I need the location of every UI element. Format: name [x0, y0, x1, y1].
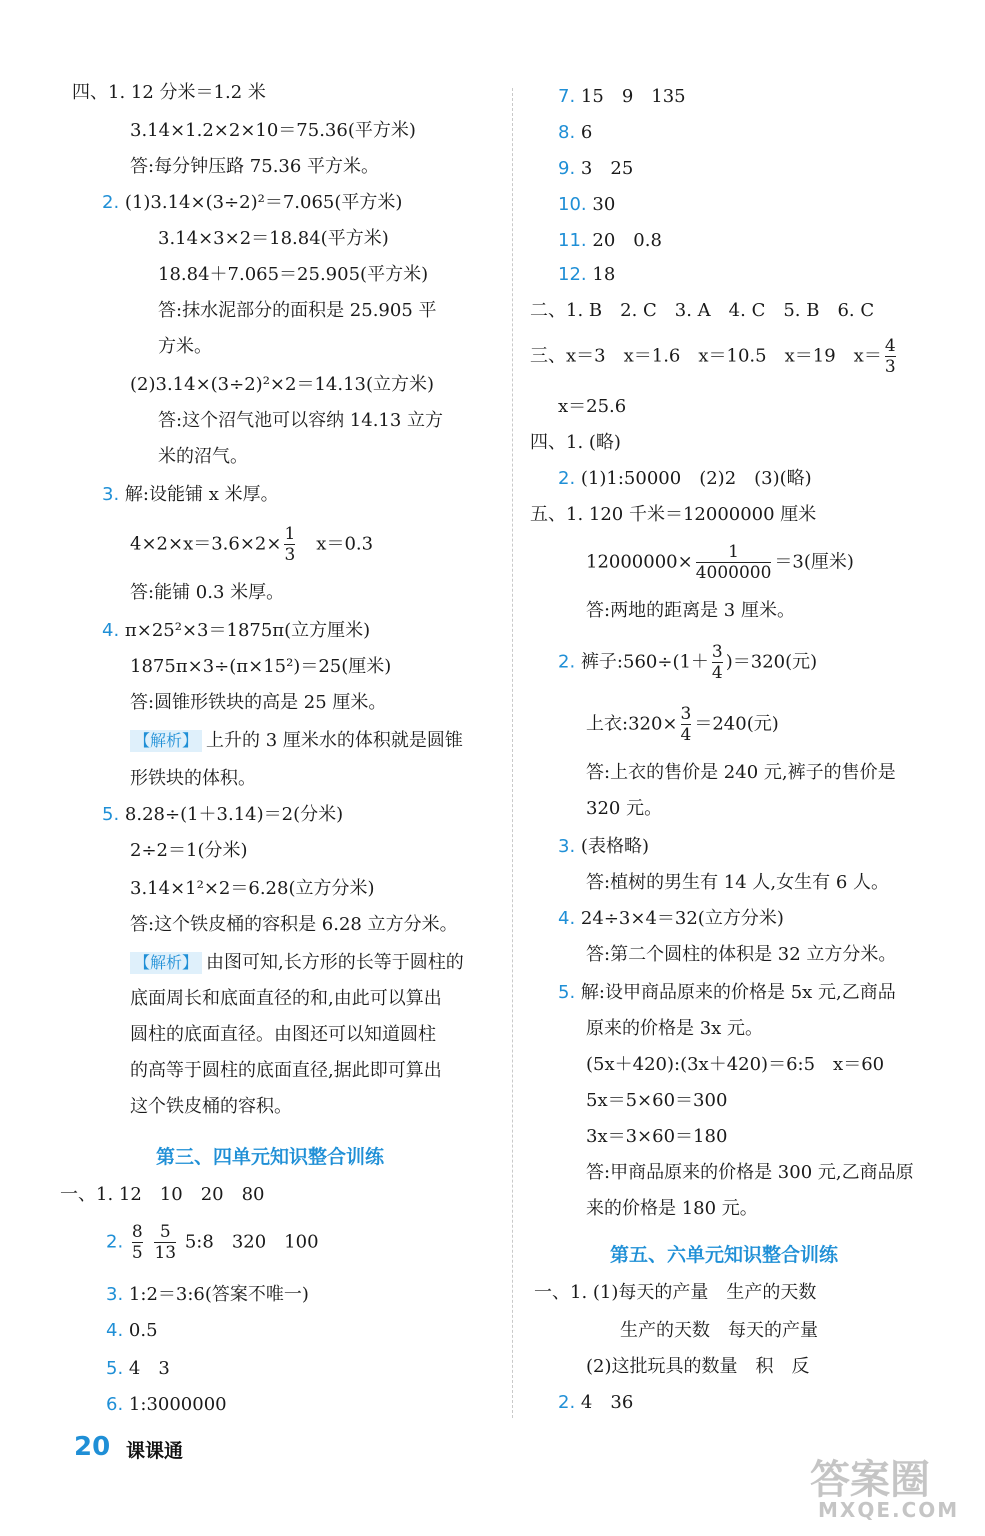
- item-number: 10.: [558, 194, 587, 215]
- answer-line: 底面周长和底面直径的和,由此可以算出: [130, 988, 442, 1009]
- answer-line: 米的沼气。: [158, 446, 248, 467]
- page-number: 20: [74, 1432, 111, 1462]
- answer-line: 三、x＝3 x＝1.6 x＝10.5 x＝19 x＝ $\frac{4}{3}$: [530, 336, 896, 377]
- section-title: 第三、四单元知识整合训练: [156, 1146, 385, 1168]
- answer-line: 答:这个沼气池可以容纳 14.13 立方: [158, 410, 444, 431]
- brand-label: 课课通: [126, 1440, 184, 1462]
- answer-line: 6. 1:3000000: [106, 1394, 227, 1415]
- item-number: 4.: [102, 620, 120, 641]
- answer-line: 答:植树的男生有 14 人,女生有 6 人。: [586, 872, 890, 893]
- answer-line: 一、1. (1)每天的产量 生产的天数: [534, 1282, 817, 1303]
- column-divider: [512, 88, 513, 1418]
- answer-line: x＝25.6: [558, 396, 627, 417]
- answer-line: 答:圆锥形铁块的高是 25 厘米。: [130, 692, 387, 713]
- answer-line: 3. (表格略): [558, 836, 649, 857]
- item-number: 4.: [106, 1320, 124, 1341]
- answer-line: 7. 15 9 135: [558, 86, 686, 107]
- item-number: 3.: [102, 484, 120, 505]
- answer-line: 2. (1)1:50000 (2)2 (3)(略): [558, 468, 812, 489]
- answer-line: 方米。: [158, 336, 212, 357]
- answer-line: 3. 1:2＝3:6(答案不唯一): [106, 1284, 309, 1305]
- answer-line: 2. (1)3.14×(3÷2)²＝7.065(平方米): [102, 192, 403, 213]
- item-number: 5.: [558, 982, 576, 1003]
- item-number: 2.: [102, 192, 120, 213]
- answer-line: 一、1. 12 10 20 80: [60, 1184, 265, 1205]
- item-number: 5.: [102, 804, 120, 825]
- answer-line: 1875π×3÷(π×15²)＝25(厘米): [130, 656, 392, 677]
- watermark-url: MXQE.COM: [818, 1498, 960, 1522]
- answer-line: 答:能铺 0.3 米厚。: [130, 582, 285, 603]
- answer-line: (2)3.14×(3÷2)²×2＝14.13(立方米): [130, 374, 435, 395]
- answer-line: 5x＝5×60＝300: [586, 1090, 728, 1111]
- answer-line: 答:第二个圆柱的体积是 32 立方分米。: [586, 944, 897, 965]
- answer-line: 4×2×x＝3.6×2× $\frac{1}{3}$ x＝0.3: [130, 524, 374, 565]
- item-number: 8.: [558, 122, 576, 143]
- answer-line: 2. 4 36: [558, 1392, 634, 1413]
- answer-line: 四、1. (略): [530, 432, 621, 453]
- answer-line: 来的价格是 180 元。: [586, 1198, 758, 1219]
- answer-line: 4. π×25²×3＝1875π(立方厘米): [102, 620, 371, 641]
- analysis-tag: 【解析】: [130, 730, 202, 752]
- answer-line: 5. 4 3: [106, 1358, 170, 1379]
- answer-line: 3. 解:设能铺 x 米厚。: [102, 484, 279, 505]
- fraction: $\frac{8}{5}$: [131, 1222, 143, 1263]
- answer-line: 10. 30: [558, 194, 616, 215]
- analysis-tag: 【解析】: [130, 952, 202, 974]
- item-number: 12.: [558, 264, 587, 285]
- item-number: 6.: [106, 1394, 124, 1415]
- item-number: 9.: [558, 158, 576, 179]
- answer-line: 4. 0.5: [106, 1320, 158, 1341]
- item-number: 3.: [106, 1284, 124, 1305]
- item-number: 2.: [106, 1231, 124, 1253]
- answer-line: 3.14×1.2×2×10＝75.36(平方米): [130, 120, 416, 141]
- analysis-line: 【解析】 上升的 3 厘米水的体积就是圆锥: [130, 730, 463, 752]
- item-number: 7.: [558, 86, 576, 107]
- answer-line: 答:上衣的售价是 240 元,裤子的售价是: [586, 762, 896, 783]
- answer-line: 五、1. 120 千米＝12000000 厘米: [530, 504, 817, 525]
- answer-line: 二、1. B 2. C 3. A 4. C 5. B 6. C: [530, 300, 875, 321]
- item-number: 2.: [558, 468, 576, 489]
- answer-line: 3.14×3×2＝18.84(平方米): [158, 228, 389, 249]
- item-number: 3.: [558, 836, 576, 857]
- answer-line: 12. 18: [558, 264, 616, 285]
- answer-line: 生产的天数 每天的产量: [620, 1320, 818, 1341]
- answer-line: 8. 6: [558, 122, 593, 143]
- answer-line: 5. 8.28÷(1＋3.14)＝2(分米): [102, 804, 344, 825]
- answer-line: 18.84＋7.065＝25.905(平方米): [158, 264, 429, 285]
- fraction: $\frac{1}{3}$: [284, 524, 296, 565]
- answer-line: 圆柱的底面直径。由图还可以知道圆柱: [130, 1024, 436, 1045]
- item-number: 5.: [106, 1358, 124, 1379]
- answer-line: 原来的价格是 3x 元。: [586, 1018, 764, 1039]
- answer-line: 4. 24÷3×4＝32(立方分米): [558, 908, 784, 929]
- answer-line: 3x＝3×60＝180: [586, 1126, 728, 1147]
- answer-line: 四、1. 12 分米＝1.2 米: [72, 82, 266, 103]
- answer-line: 5. 解:设甲商品原来的价格是 5x 元,乙商品: [558, 982, 896, 1003]
- answer-line: 答:抹水泥部分的面积是 25.905 平: [158, 300, 437, 321]
- answer-line: 上衣:320× $\frac{3}{4}$ ＝240(元): [586, 704, 779, 745]
- answer-line: 2. 裤子:560÷(1＋ $\frac{3}{4}$ )＝320(元): [558, 642, 818, 683]
- fraction: $\frac{4}{3}$: [884, 336, 896, 377]
- answer-line: 答:这个铁皮桶的容积是 6.28 立方分米。: [130, 914, 458, 935]
- answer-line: 2÷2＝1(分米): [130, 840, 248, 861]
- fraction: $\frac{3}{4}$: [711, 642, 723, 683]
- item-number: 2.: [558, 651, 576, 673]
- fraction: $\frac{5}{13}$: [154, 1222, 177, 1263]
- answer-line: 答:两地的距离是 3 厘米。: [586, 600, 795, 621]
- item-number: 2.: [558, 1392, 576, 1413]
- item-number: 4.: [558, 908, 576, 929]
- answer-line: (2)这批玩具的数量 积 反: [586, 1356, 810, 1377]
- answer-line: 2. $\frac{8}{5}$ $\frac{5}{13}$ 5:8 320 100: [106, 1222, 319, 1263]
- answer-line: 这个铁皮桶的容积。: [130, 1096, 292, 1117]
- answer-line: 12000000× $\frac{1}{4000000}$ ＝3(厘米): [586, 542, 854, 583]
- answer-line: 形铁块的体积。: [130, 768, 256, 789]
- fraction: $\frac{1}{4000000}$: [695, 542, 772, 583]
- answer-line: 3.14×1²×2＝6.28(立方分米): [130, 878, 375, 899]
- answer-line: 的高等于圆柱的底面直径,据此即可算出: [130, 1060, 442, 1081]
- fraction: $\frac{3}{4}$: [680, 704, 692, 745]
- watermark-logo: 答案圈: [810, 1457, 930, 1503]
- answer-line: 11. 20 0.8: [558, 230, 662, 251]
- section-title: 第五、六单元知识整合训练: [610, 1244, 839, 1266]
- analysis-line: 【解析】 由图可知,长方形的长等于圆柱的: [130, 952, 464, 974]
- answer-line: 9. 3 25: [558, 158, 634, 179]
- answer-line: (5x＋420):(3x＋420)＝6:5 x＝60: [586, 1054, 885, 1075]
- item-number: 11.: [558, 230, 587, 251]
- answer-line: 答:甲商品原来的价格是 300 元,乙商品原: [586, 1162, 914, 1183]
- answer-line: 320 元。: [586, 798, 663, 819]
- answer-line: 答:每分钟压路 75.36 平方米。: [130, 156, 380, 177]
